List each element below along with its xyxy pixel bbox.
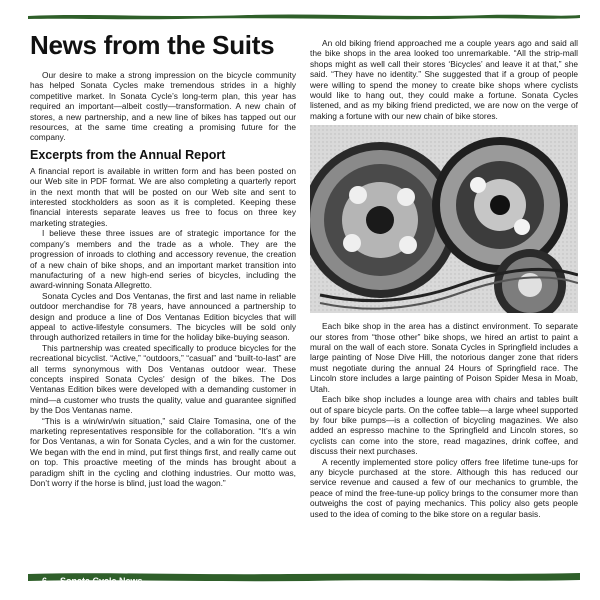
right-column xyxy=(310,38,578,519)
gears-illustration xyxy=(310,125,578,313)
left-column xyxy=(30,70,296,488)
section-paragraph: I believe these three issues are of strategic importance for the company’s members and the trade as a whole. They are the progression of inroads to clothing and accessory revenue, the creation of a new chain of bike shops, and an important market transition into manufacturing of a new high-end series of bicycles, including the award-winning Sonata Allegretto. xyxy=(30,228,296,291)
section-paragraph: Sonata Cycles and Dos Ventanas, the first and last name in reliable outdoor merchandise for 78 years, have announced a partnership to design and produce a line of Dos Ventanas Edition bicycles that will appeal to active-lifestyle consumers. The bicycles will be sold only through authorized retailers in time for the holiday bike-buying season. xyxy=(30,290,296,343)
section-paragraph: A financial report is available in written form and has been posted on our Web site in PDF format. We are also completing a quarterly report in the next month that will be posted on our Web site and sent to interested stockholders as soon as it is completed. Keeping these financial interests separate leaves us free to focus on three key marketing strategies. xyxy=(30,165,296,228)
chainring-medium-icon xyxy=(432,137,568,273)
page-number: 6 xyxy=(42,576,48,586)
right-paragraph: A recently implemented store policy offers free lifetime tune-ups for any bicycle purchased at the store. Although this has reduced our service revenue and caused a few of our mechanics to grumble, the peace of mind the free-tune-up policy brings to the consumer more than outweighs the cost of paying mechanics. This policy also gets people used to the idea of coming to the bike store on a regular basis. xyxy=(310,456,578,519)
page-title: News from the Suits xyxy=(30,30,275,60)
section-heading: Excerpts from the Annual Report xyxy=(30,147,226,162)
right-top-paragraph: An old biking friend approached me a couple years ago and said all the bike shops in the area looked too unremarkable. “All the strip-mall shops might as well call their stores ‘Bicycles’ and leave it at that,” she said. “They have no identity.” She suggested that if a group of people were willing to spend the money to create bike shops where cyclists would like to hang out, they could make a fortune. Sonata Cycles listened, and as my biking friend predicted, we are now on the verge of making a fortune with our new chain of bike stores. xyxy=(310,38,578,121)
right-paragraph: Each bike shop in the area has a distinct environment. To separate our stores from “those other” bike shops, we hired an artist to paint a mural on the wall of each store. Sonata Cycles in Springfield includes a large painting of Nose Dive Hill, the notorious danger zone that riders must negotiate during the annual 24 Hours of Springfield race. The Lincoln store includes a large painting of Poison Spider Mesa in Moab, Utah. xyxy=(310,321,578,394)
section-paragraph: “This is a win/win/win situation,” said Claire Tomasina, one of the marketing representatives responsible for the collaboration. “It’s a win for Dos Ventanas, a win for Sonata Cycles, and a win for the customer. We began with the end in mind, put first things first, and really came out on top. This proactive meeting of the minds has brought about a paradigm shift in the cycling and clothing industries. Our motto was, Don’t worry if the horse is blind, just load the wagon.” xyxy=(30,415,296,489)
right-paragraph: Each bike shop includes a lounge area with chairs and tables built out of spare bicycle parts. On the coffee table—a large wheel supported by four bike pumps—is a collection of bicycling magazines. We also added an espresso machine to the Springfield and Lincoln stores, so cyclists can come into the store, read magazines, drink coffee, and discuss their next purchases. xyxy=(310,394,578,457)
bike-gears-photo xyxy=(310,125,578,313)
top-divider-stroke xyxy=(28,12,580,20)
section-paragraph: This partnership was created specifically to produce bicycles for the recreational bicyclist. “Active,” “outdoors,” “casual” and “built-to-last” are all terms synonymous with Dos Ventanas outdoor wear. These concepts inspired Sonata Cycles’ design of the bikes. The Dos Ventanas Edition bikes were developed with a demanding customer in mind—a customer who trusts the quality, value and guarantee signified by the Dos Ventanas name. xyxy=(30,342,296,416)
intro-paragraph: Our desire to make a strong impression on the bicycle community has helped Sonata Cycles make tremendous strides in a highly competitive market. In Sonata Cycle’s long-term plan, this year has required an important—albeit costly—transformation. A new chain of stores, a new partnership, and a new line of bikes has tapped out our resources, at the same time creating a promising future for the company. xyxy=(30,70,296,143)
publication-name: Sonata Cycle News xyxy=(60,576,143,586)
